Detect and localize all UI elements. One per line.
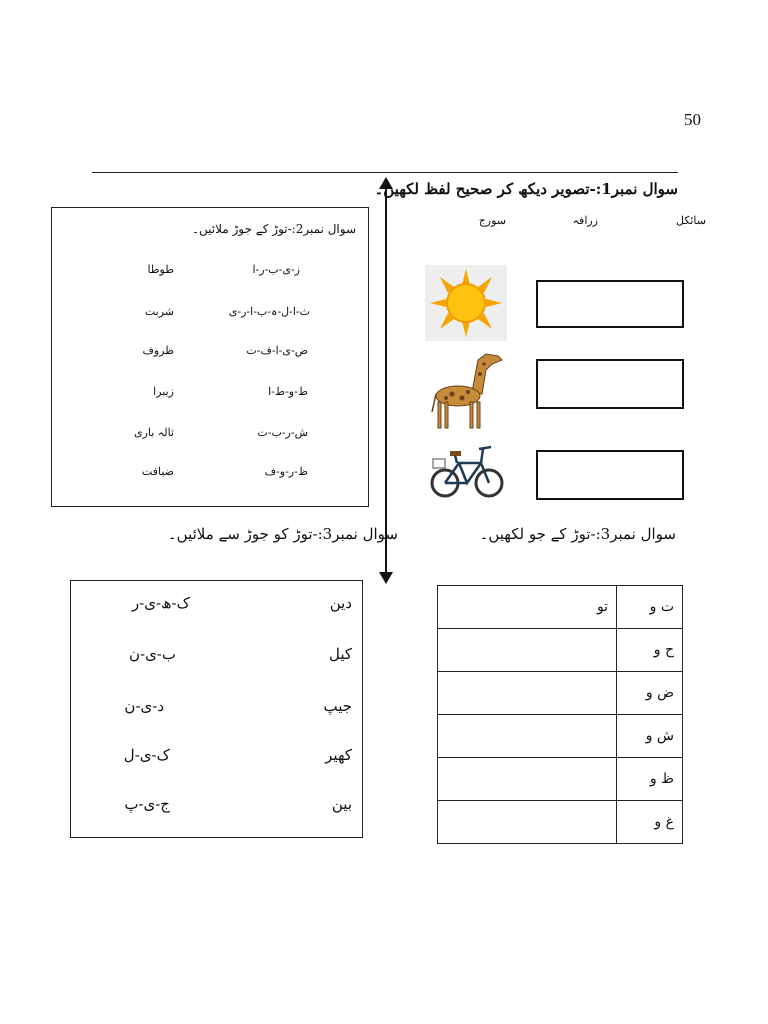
q3-left-broken: ک-ی-ل [123, 746, 170, 764]
parts-cell: ظ و [617, 758, 683, 801]
q3-left-title: سوال نمبر3:-توڑ کو جوڑ سے ملائیں۔ [167, 525, 398, 543]
table-row [438, 629, 683, 672]
answer-cell[interactable] [438, 715, 617, 758]
q2-word: طوطا [147, 263, 174, 276]
q3-left-box [70, 580, 363, 838]
table-row [438, 586, 683, 629]
top-rule [92, 172, 678, 173]
q2-word: ضیافت [141, 465, 174, 478]
q3-right-table [437, 585, 683, 844]
giraffe-image [428, 346, 508, 430]
word-bank-item: سائکل [675, 214, 706, 227]
q3-left-word: بین [331, 795, 352, 813]
divider-arrow [385, 186, 387, 574]
q2-broken: ز-ی-ب-ر-ا [252, 263, 300, 276]
word-bank-item: سورج [478, 214, 506, 227]
answer-box-giraffe[interactable] [536, 359, 684, 409]
q2-broken: ث-ا-ل-ہ-ب-ا-ر-ی [228, 305, 310, 318]
parts-cell: ض و [617, 672, 683, 715]
q3-left-word: کھیر [325, 746, 352, 764]
answer-cell[interactable] [438, 758, 617, 801]
sun-image [425, 265, 507, 341]
q2-broken: ط-و-ط-ا [268, 385, 308, 398]
answer-cell[interactable] [438, 629, 617, 672]
q3-left-broken: ب-ی-ن [128, 645, 176, 663]
answer-cell[interactable]: تو [438, 586, 617, 629]
table-row [438, 715, 683, 758]
bicycle-image [429, 437, 505, 503]
q2-broken: ش-ر-ب-ت [257, 426, 308, 439]
q3-left-broken: ج-ی-پ [124, 795, 170, 813]
q2-word: شربت [144, 305, 174, 318]
table-row [438, 672, 683, 715]
answer-box-sun[interactable] [536, 280, 684, 328]
q3-left-word: دین [329, 594, 352, 612]
table-row [438, 801, 683, 844]
q2-word: ظروف [142, 344, 174, 357]
q2-word: زیبرا [153, 385, 174, 398]
q1-title: سوال نمبر1:-تصویر دیکھ کر صحیح لفظ لکھیں۔ [374, 180, 678, 198]
word-bank-item: زرافہ [572, 214, 598, 227]
parts-cell: ت و [617, 586, 683, 629]
arrow-down-icon [379, 572, 393, 584]
q2-title: سوال نمبر2:-توڑ کے جوڑ ملائیں۔ [191, 222, 356, 236]
answer-cell[interactable] [438, 672, 617, 715]
answer-cell[interactable] [438, 801, 617, 844]
q2-box [51, 207, 369, 507]
parts-cell: ح و [617, 629, 683, 672]
parts-cell: غ و [617, 801, 683, 844]
answer-box-bicycle[interactable] [536, 450, 684, 500]
q3-left-broken: ک-ھ-ی-ر [131, 594, 190, 612]
q3-left-broken: د-ی-ن [124, 697, 164, 715]
q3-left-word: کیل [328, 645, 352, 663]
table-row [438, 758, 683, 801]
q2-broken: ض-ی-ا-ف-ت [246, 344, 308, 357]
parts-cell: ش و [617, 715, 683, 758]
q3-left-word: جیپ [323, 697, 352, 715]
q2-word: ثالہ باری [133, 426, 174, 439]
q3-right-title: سوال نمبر3:-توڑ کے جو لکھیں۔ [479, 525, 676, 543]
page-number: 50 [684, 110, 701, 129]
q2-broken: ظ-ر-و-ف [264, 465, 308, 478]
